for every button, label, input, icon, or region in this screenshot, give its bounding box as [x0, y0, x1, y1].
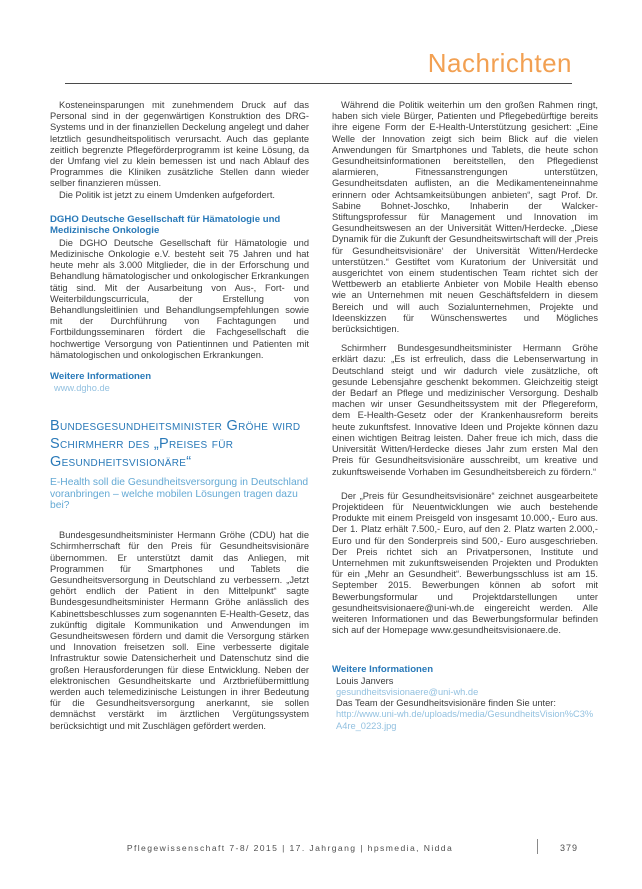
dgho-website-link[interactable]: www.dgho.de	[54, 382, 110, 393]
preis-section-heading: Bundesgesundheitsminister Gröhe wird Schirmherr des „Preises für Gesundheitsvisionäre“	[50, 417, 301, 470]
left-column	[50, 100, 309, 732]
contact-name: Louis Janvers	[336, 675, 394, 686]
page-title: Nachrichten	[427, 48, 572, 78]
footer-divider	[537, 839, 538, 854]
preis-paragraph: Bundesgesundheitsminister Hermann Gröhe (CDU) hat die Schirmherrschaft für den Preis für Gesundheitsvisionäre übernommen. Er unterstützt damit das Anliegen, mit Programmen für Smartphones und Tablets die Gesundheitsversorgung in Deutschland zu verbessern. „Jetzt gehört endlich der Patient in den Mittelpunkt“ sagte Bundesgesundheitsminister Hermann Gröhe anlässlich des Kabinettsbeschlusses zum sogenannten E-Health-Gesetz, das zukünftig digitale Kommunikation und Anwendungen im Gesundheitswesen fördern und damit die Versorgung stärken und Innovation freisetzen soll. Eine verbesserte digitale Infrastruktur sowie Datensicherheit und Datenschutz sind die großen Herausforderungen für diese Entwicklung. Neben der elektronischen Gesundheitskarte und Arztbriefübermittlung werden auch telemedizinische Leistungen in ihrer Bedeutung für die Gesundheitsversorgung anerkannt, sie sollen demnächst verstärkt im ärztlichen Vergütungssystem berücksichtigt und mit Zuschlägen gefördert werden.	[50, 530, 309, 731]
dgho-paragraph: Die DGHO Deutsche Gesellschaft für Hämatologie und Medizinische Onkologie e.V. besteht seit 75 Jahren und hat heute mehr als 3.000 Mitglieder, die in der Erforschung und Behandlung hämatologischer und onkologischer Erkrankungen tätig sind. Mit der Ausarbeitung von Aus-, Fort- und Weiterbildungscurricula, der Erstellung von Behandlungsleitlinien und Behandlungsempfehlungen sowie mit der Durchführung von Fachtagungen und Fortbildungsseminaren fördert die Fachgesellschaft die hochwertige Versorgung von Patientinnen und Patienten mit hämatologischen und onkologischen Erkrankungen.	[50, 237, 309, 360]
more-info-label: Weitere Informationen	[50, 371, 152, 383]
ehealth-paragraph-3: Der „Preis für Gesundheitsvisionäre“ zeichnet ausgearbeitete Projektideen für Neuentwicklungen wie auch bestehende Produkte mit einem Preisgeld von insgesamt 10.000,- Euro aus. Der 1. Platz erhält 7.500,- Euro, auf den 2. Platz warten 2.000,- Euro und für den Sonderpreis sind 500,- Euro ausgeschrieben. Der Preis richtet sich an Privatpersonen, Institute und Unternehmen mit zukunftsweisenden Projekten und Produkten für ein „Mehr an Gesundheit“. Bewerbungsschluss ist am 15. September 2015. Bewerbungen können ab sofort mit Bewerbungsformular und Projektdarstellungen unter gesundheitsvisionaere@uni-wh.de eingereicht werden. Alle weiteren Informationen und das Bewerbungsformular befinden sich auf der Homepage www.gesundheitsvisionaere.de.	[332, 490, 598, 636]
header-divider	[65, 83, 572, 84]
ehealth-paragraph-2: Schirmherr Bundesgesundheitsminister Hermann Gröhe erklärt dazu: „Es ist erfreulich, dass die Lebenserwartung in Deutschland steigt und wir dadurch viele zusätzliche, oft gesunde Lebensjahre geschenkt bekommen. Gleichzeitig steigt der Bedarf an Pflege und medizinischer Versorgung. Deshalb machen wir unser Gesundheitssystem mit der Pflegereform, dem E-Health-Gesetz oder der Krankenhausreform bereits heute zukunftsfest. Innovative Ideen und Projekte können dazu einen wichtigen Beitrag leisten. Daher freue ich mich, dass die Universität Witten/Herdecke dieses Jahr zum ersten Mal den Preis für Gesundheitsvisionäre ausschreibt, um kreative und zukunftsweisende Vorhaben im Gesundheitsbereich zu fördern.“	[332, 343, 598, 477]
preis-more-info-block	[332, 664, 598, 732]
more-info-label: Weitere Informationen	[332, 664, 434, 676]
team-photo-link[interactable]: http://www.uni-wh.de/uploads/media/GesundheitsVision%C3%A4re_0223.jpg	[336, 709, 594, 731]
intro-paragraph-2: Die Politik ist jetzt zu einem Umdenken aufgefordert.	[59, 189, 275, 200]
team-line: Das Team der Gesundheitsvisionäre finden Sie unter:	[336, 698, 556, 709]
dgho-more-info-block	[50, 371, 309, 394]
contact-email-link[interactable]: gesundheitsvisionaere@uni-wh.de	[336, 687, 479, 698]
intro-paragraph: Kosteneinsparungen mit zunehmendem Druck auf das Personal sind in der gegenwärtigen Konstruktion des DRG-Systems und in der finanziellen Deckelung angelegt und daher letztlich gesundheitspolitisch verursacht. Auch das geplante zeitlich begrenzte Pflegeförderprogramm ist keine Lösung, da der Umfang viel zu klein bemessen ist und nach Ablauf des Programmes die Kliniken zusätzliche Stellen dann wieder selber finanzieren müssen.	[50, 100, 309, 189]
ehealth-paragraph-1: Während die Politik weiterhin um den großen Rahmen ringt, haben sich viele Bürger, Patienten und Pflegebedürftige bereits ihre eigene Form der E-Health-Unterstützung gesichert: „Eine Welle der Innovation zeigt sich beim Blick auf die vielen Anwendungen für Smartphones und Tablets, die heute schon Gesundheitsinformationen bereitstellen, den Pflegedienst alarmieren, Fitnessanstrengungen unterstützen, Gesundheitsdaten auflisten, an die Medikamenteneinnahme erinnern oder Achtsamkeitsübungen anbieten“, sagt Prof. Dr. Sabine Bohnet-Joschko, Inhaberin der Walcker-Stiftungsprofessur für Management und Innovation im Gesundheitswesen an der Universität Witten/Herdecke. „Diese Dynamik für die Zukunft der Gesundheitswirtschaft will der ‚Preis für Gesundheitsvisionäre‘ der Universität Witten/Herdecke unterstützen.“ Gestiftet vom Kuratorium der Universität und ausgerichtet von einem studentischen Team richtet sich der Wettbewerb an etablierte Anbieter von Mobile Health ebenso wie an Unternehmen mit neuen Geschäftsfeldern in diesem Bereich und will auch Sozialunternehmen, Projekte und Ideenskizzen für Wünschenswertes und Mögliches berücksichtigen.	[332, 100, 598, 335]
preis-subheading: E-Health soll die Gesundheitsversorgung in Deutschland voranbringen – welche mobilen Lösungen tragen dazu bei?	[50, 476, 309, 512]
page-number: 379	[560, 843, 579, 853]
dgho-section-heading: DGHO Deutsche Gesellschaft für Hämatologie und Medizinische Onkologie	[50, 213, 281, 237]
footer-journal-info: Pflegewissenschaft 7-8/ 2015 | 17. Jahrgang | hpsmedia, Nidda	[126, 843, 454, 853]
right-column	[332, 100, 598, 732]
